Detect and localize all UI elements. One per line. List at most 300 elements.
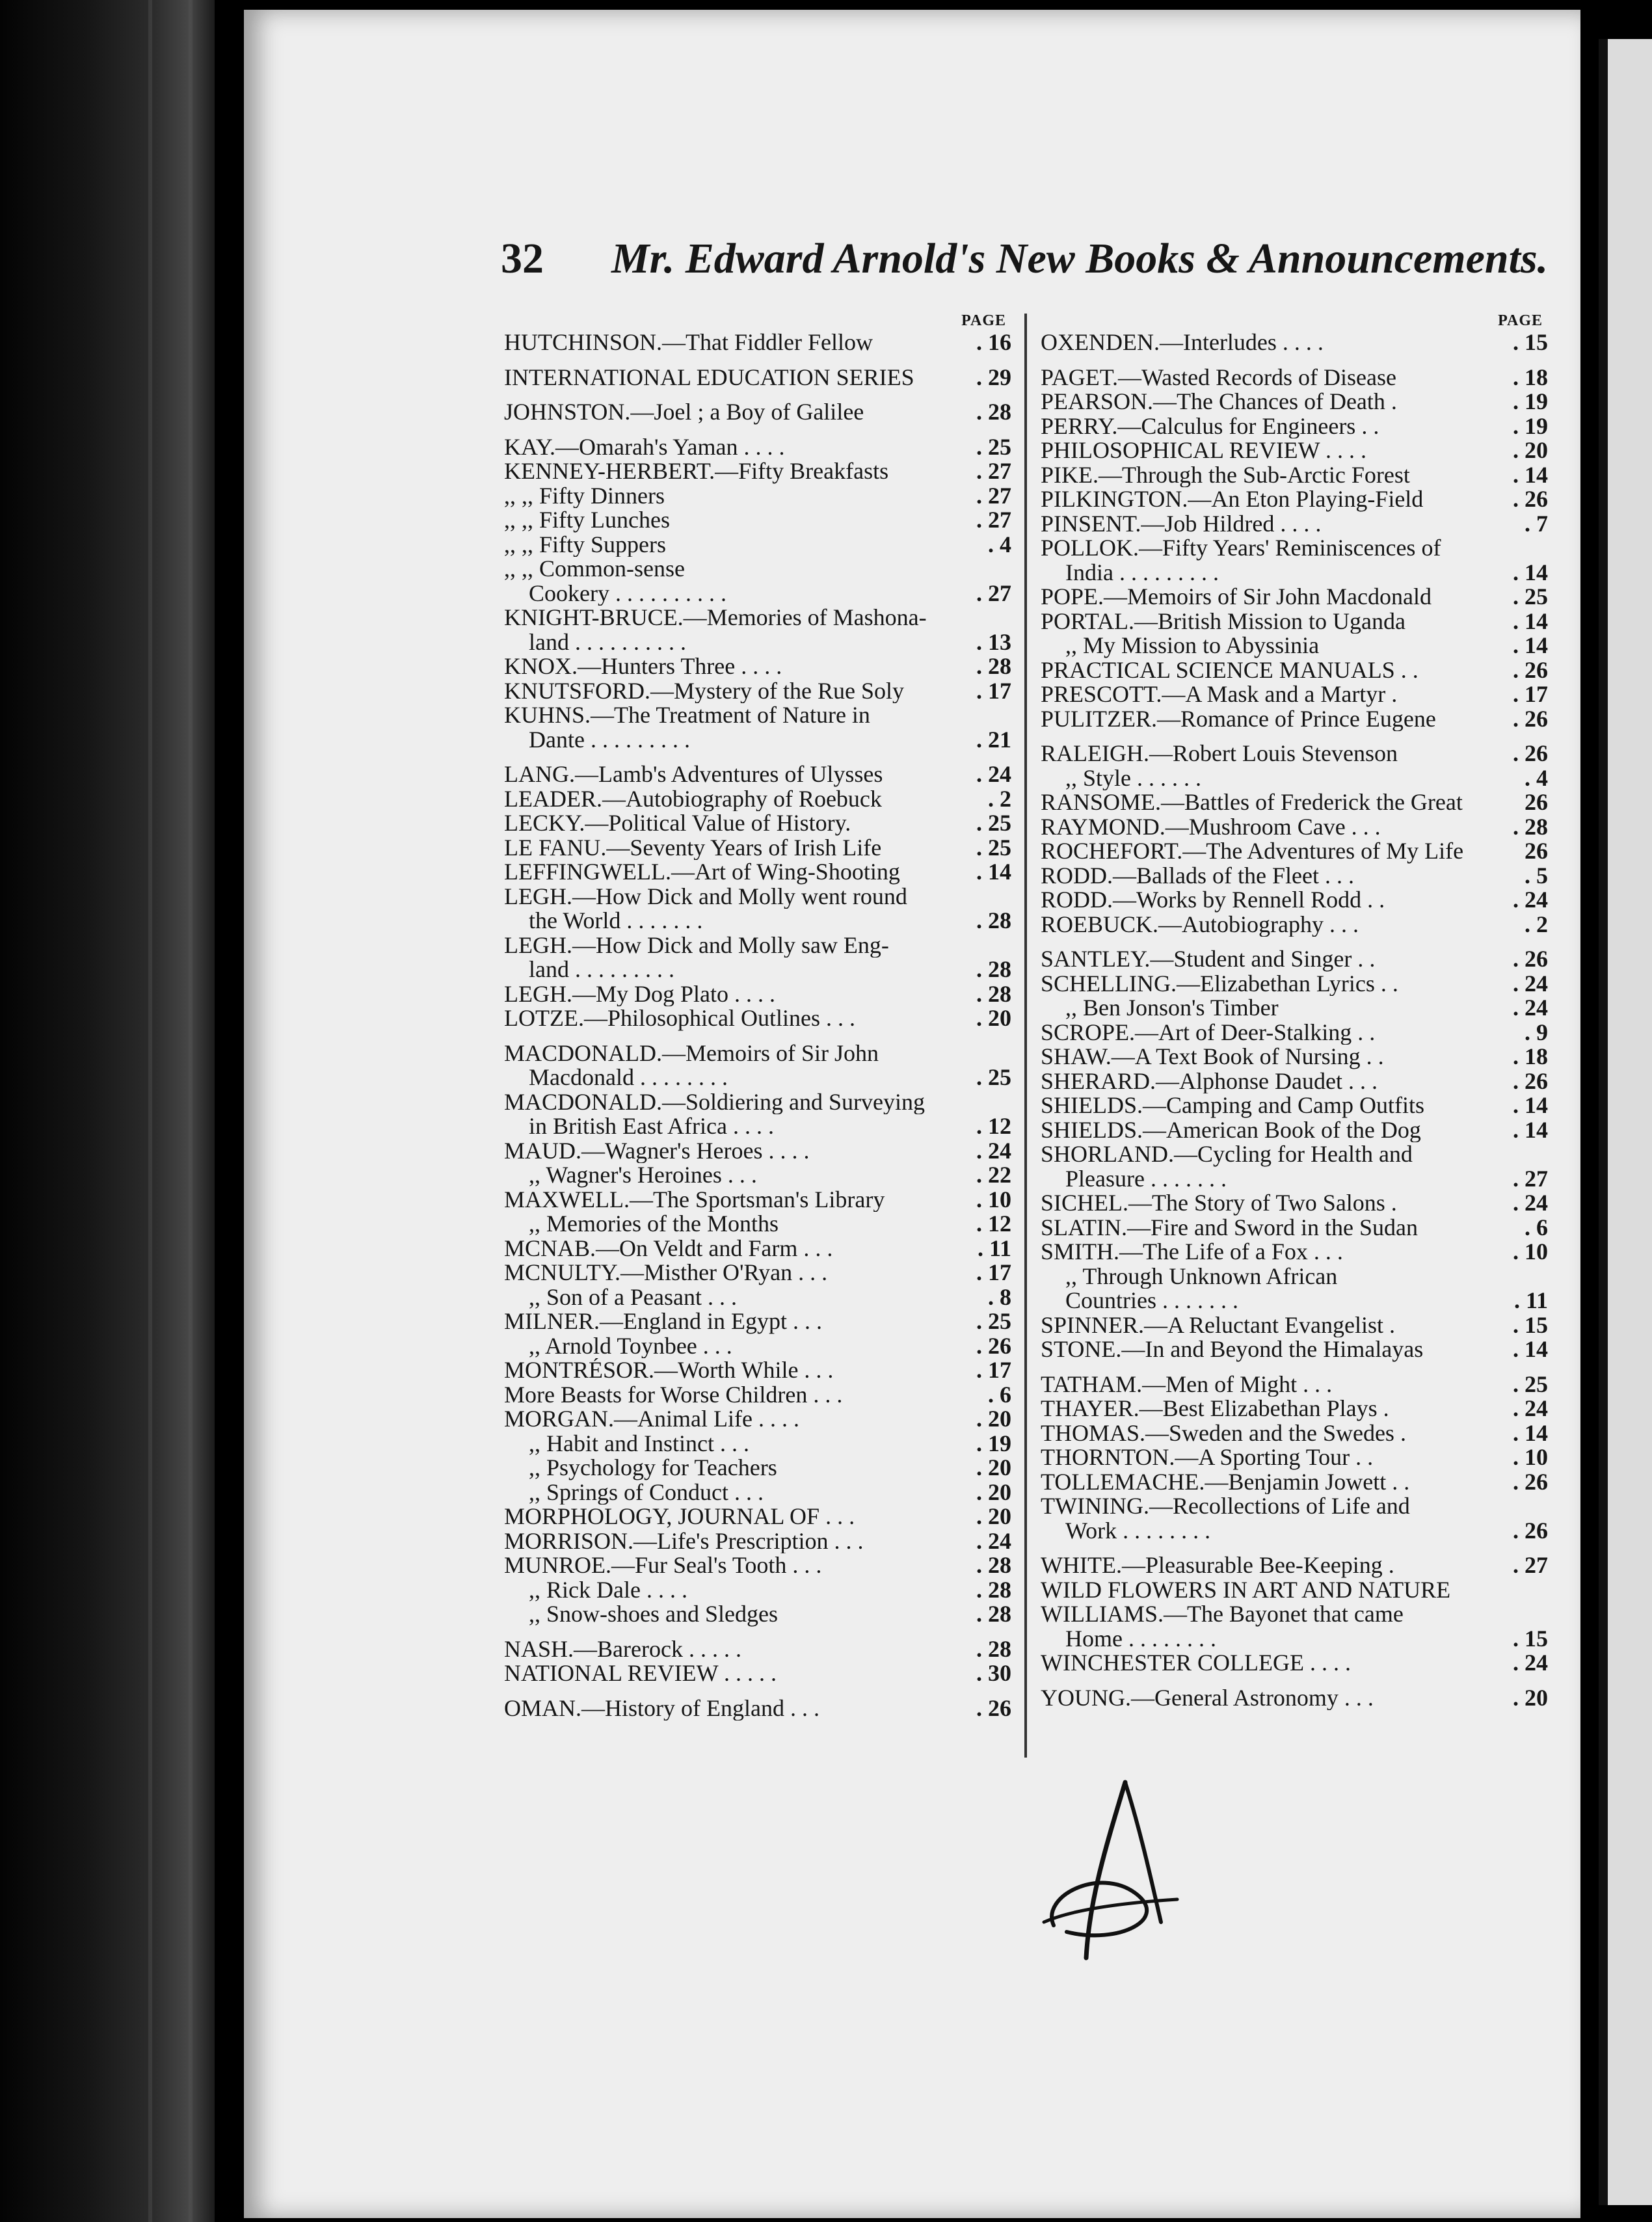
entry-title: ,, Son of a Peasant . . . [529, 1285, 737, 1309]
entry-page-number: . 20 [976, 1503, 1011, 1529]
entry-page-number: . 7 [1525, 510, 1548, 537]
entry-page-number: . 16 [976, 329, 1011, 355]
entry-page-number: . 24 [1513, 1650, 1548, 1676]
index-entry [504, 459, 1011, 484]
index-entry [504, 1505, 1011, 1529]
index-entry [1041, 1118, 1548, 1143]
entry-title: THOMAS.—Sweden and the Swedes . [1041, 1421, 1406, 1445]
index-entry [1041, 1265, 1548, 1289]
index-entry [1041, 790, 1548, 815]
entry-page-number: . 28 [976, 653, 1011, 679]
index-entry [1041, 1021, 1548, 1045]
entry-title: KUHNS.—The Treatment of Nature in [504, 703, 870, 728]
entry-page-number: . 26 [976, 1694, 1011, 1721]
entry-page-number: . 26 [1513, 705, 1548, 732]
entry-page-number: . 26 [1513, 656, 1548, 683]
entry-page-number: . 14 [1513, 1116, 1548, 1143]
entry-title: MORGAN.—Animal Life . . . . [504, 1407, 799, 1432]
entry-page-number: . 18 [1513, 1043, 1548, 1069]
entry-title: RALEIGH.—Robert Louis Stevenson [1041, 742, 1398, 766]
entry-title: LEGH.—My Dog Plato . . . . [504, 982, 775, 1006]
index-entry [504, 1114, 1011, 1139]
index-entry [504, 1090, 1011, 1115]
entry-title: ,, Through Unknown African [1065, 1264, 1338, 1289]
index-entry [504, 508, 1011, 533]
entry-page-number: . 25 [976, 1064, 1011, 1090]
entry-page-number: . 2 [988, 785, 1011, 812]
index-entry [1041, 1216, 1548, 1240]
entry-title: THAYER.—Best Elizabethan Plays . [1041, 1397, 1389, 1421]
entry-title: KNIGHT-BRUCE.—Memories of Mashona- [504, 606, 927, 630]
entry-title: PINSENT.—Job Hildred . . . . [1041, 511, 1322, 536]
index-entry [1041, 1578, 1548, 1603]
entry-page-number: . 4 [1525, 764, 1548, 791]
entry-page-number: . 26 [1513, 1517, 1548, 1544]
entry-title: PEARSON.—The Chances of Death . [1041, 390, 1397, 414]
entry-page-number: . 26 [1513, 1067, 1548, 1094]
entry-title: PULITZER.—Romance of Prince Eugene [1041, 706, 1436, 731]
entry-title: land . . . . . . . . . . [529, 630, 686, 654]
index-entry [504, 400, 1011, 425]
entry-title: HUTCHINSON.—That Fiddler Fellow [504, 330, 873, 355]
entry-title: ,, Wagner's Heroines . . . [529, 1163, 757, 1188]
index-entry [504, 1285, 1011, 1310]
entry-page-number: . 28 [976, 399, 1011, 425]
index-entry [504, 860, 1011, 885]
index-entry [504, 1212, 1011, 1237]
entry-title: SCROPE.—Art of Deer-Stalking . . [1041, 1020, 1376, 1045]
entry-page-number: . 28 [976, 907, 1011, 933]
entry-page-number: . 10 [1513, 1238, 1548, 1265]
entry-title: ,, Snow-shoes and Sledges [529, 1602, 778, 1627]
index-entry [504, 557, 1011, 582]
entry-title: RODD.—Works by Rennell Rodd . . [1041, 888, 1385, 913]
entry-title: SHORLAND.—Cycling for Health and [1041, 1142, 1413, 1167]
index-entry [1041, 913, 1548, 937]
entry-title: MONTRÉSOR.—Worth While . . . [504, 1358, 834, 1383]
entry-title: Dante . . . . . . . . . [529, 727, 690, 752]
entry-title: OXENDEN.—Interludes . . . . [1041, 330, 1324, 355]
index-entry [504, 703, 1011, 728]
entry-page-number: . 24 [1513, 1190, 1548, 1216]
entry-title: ROEBUCK.—Autobiography . . . [1041, 912, 1359, 937]
index-entry [1041, 864, 1548, 889]
entry-title: PORTAL.—British Mission to Uganda [1041, 609, 1406, 634]
entry-page-number: . 10 [976, 1186, 1011, 1212]
index-entry [1041, 561, 1548, 585]
page-number: 32 [501, 235, 544, 282]
entry-page-number: . 24 [976, 1527, 1011, 1554]
entry-title: PHILOSOPHICAL REVIEW . . . . [1041, 438, 1366, 463]
index-entry [504, 762, 1011, 787]
index-entry [504, 1139, 1011, 1164]
entry-page-number: . 28 [976, 956, 1011, 982]
entry-page-number: 26 [1525, 838, 1548, 864]
entry-title: STONE.—In and Beyond the Himalayas [1041, 1337, 1424, 1362]
entry-page-number: . 24 [976, 1137, 1011, 1164]
entry-page-number: . 26 [1513, 486, 1548, 512]
entry-title: MACDONALD.—Soldiering and Surveying [504, 1090, 925, 1114]
entry-page-number: . 27 [976, 458, 1011, 484]
running-title: Mr. Edward Arnold's New Books & Announcements. [611, 235, 1549, 282]
entry-title: PILKINGTON.—An Eton Playing-Field [1041, 487, 1424, 512]
entry-title: TWINING.—Recollections of Life and [1041, 1494, 1410, 1519]
entry-page-number: . 14 [1513, 1336, 1548, 1362]
entry-title: land . . . . . . . . . [529, 957, 674, 982]
entry-page-number: . 14 [1513, 632, 1548, 658]
index-entry [1041, 1445, 1548, 1470]
entry-page-number: . 20 [1513, 1684, 1548, 1711]
entry-page-number: . 14 [1513, 1419, 1548, 1446]
entry-title: ,, ,, Fifty Dinners [504, 483, 665, 508]
index-entry [504, 1578, 1011, 1603]
entry-page-number: . 14 [976, 859, 1011, 885]
entry-title: LE FANU.—Seventy Years of Irish Life [504, 835, 882, 860]
index-entry [1041, 1240, 1548, 1265]
entry-title: LECKY.—Political Value of History. [504, 811, 851, 836]
index-entry [1041, 1470, 1548, 1495]
index-entry [504, 1696, 1011, 1721]
index-entry [1041, 972, 1548, 997]
entry-title: India . . . . . . . . . [1065, 560, 1219, 585]
index-entry [504, 1553, 1011, 1578]
index-entry [504, 728, 1011, 753]
index-entry [504, 1529, 1011, 1554]
index-entry [1041, 1553, 1548, 1578]
entry-page-number: . 28 [976, 1635, 1011, 1662]
entry-page-number: . 27 [976, 580, 1011, 606]
entry-title: THORNTON.—A Sporting Tour . . [1041, 1445, 1374, 1470]
entry-page-number: . 26 [1513, 1468, 1548, 1495]
index-entry [504, 1432, 1011, 1456]
index-entry [1041, 512, 1548, 537]
column-divider [1024, 314, 1027, 1758]
index-entry [1041, 414, 1548, 439]
entry-title: YOUNG.—General Astronomy . . . [1041, 1685, 1374, 1710]
index-entry [504, 1637, 1011, 1662]
entry-title: RANSOME.—Battles of Frederick the Great [1041, 790, 1463, 815]
entry-title: Pleasure . . . . . . . [1065, 1166, 1227, 1191]
entry-page-number: . 15 [1513, 329, 1548, 355]
page-column-heading: PAGE [1498, 312, 1543, 329]
index-column-left [504, 312, 1011, 1720]
entry-title: ,, Style . . . . . . [1065, 766, 1202, 790]
entry-title: PAGET.—Wasted Records of Disease [1041, 365, 1396, 390]
entry-title: ,, Arnold Toynbee . . . [529, 1333, 732, 1358]
index-entry [504, 1661, 1011, 1686]
entry-title: MILNER.—England in Egypt . . . [504, 1309, 822, 1334]
index-entry [504, 1065, 1011, 1090]
index-entry [1041, 1167, 1548, 1192]
entry-page-number: . 25 [1513, 1371, 1548, 1397]
index-entry [1041, 463, 1548, 488]
entry-title: MAXWELL.—The Sportsman's Library [504, 1187, 885, 1212]
entry-title: SCHELLING.—Elizabethan Lyrics . . [1041, 971, 1398, 996]
entry-page-number: . 4 [988, 531, 1011, 557]
entry-page-number: . 25 [976, 834, 1011, 861]
index-entry [1041, 366, 1548, 390]
spine-edge [148, 0, 152, 2222]
index-entry [504, 435, 1011, 460]
index-entry [1041, 1045, 1548, 1069]
index-entry [504, 1480, 1011, 1505]
entry-title: Countries . . . . . . . [1065, 1289, 1238, 1313]
index-entries [504, 330, 1011, 1720]
entry-title: POLLOK.—Fifty Years' Reminiscences of [1041, 536, 1441, 561]
entry-page-number: . 24 [1513, 887, 1548, 913]
entry-title: RODD.—Ballads of the Fleet . . . [1041, 863, 1354, 888]
entry-title: ,, ,, Fifty Lunches [504, 508, 670, 533]
entry-page-number: . 24 [1513, 1395, 1548, 1421]
index-entry [504, 933, 1011, 958]
entry-page-number: . 20 [1513, 437, 1548, 463]
index-entry [1041, 609, 1548, 634]
adjacent-page-edge [1599, 39, 1652, 2205]
entry-page-number: . 6 [1525, 1214, 1548, 1240]
entry-title: Work . . . . . . . . [1065, 1518, 1211, 1543]
index-entry [504, 606, 1011, 630]
entry-page-number: . 21 [976, 726, 1011, 753]
entry-page-number: . 30 [976, 1660, 1011, 1686]
entry-title: More Beasts for Worse Children . . . [504, 1382, 843, 1407]
index-entry [504, 330, 1011, 355]
index-entry [1041, 947, 1548, 972]
index-entry [1041, 1651, 1548, 1676]
page-header [501, 234, 1549, 293]
book-spine [0, 0, 215, 2222]
entry-page-number: . 15 [1513, 1311, 1548, 1338]
spine-edge [189, 0, 193, 2222]
entry-title: JOHNSTON.—Joel ; a Boy of Galilee [504, 400, 864, 425]
index-entry [504, 1407, 1011, 1432]
entry-title: SHIELDS.—Camping and Camp Outfits [1041, 1093, 1424, 1118]
entry-page-number: . 24 [1513, 995, 1548, 1021]
entry-title: Macdonald . . . . . . . . [529, 1065, 728, 1090]
entry-title: MUNROE.—Fur Seal's Tooth . . . [504, 1553, 822, 1578]
entry-page-number: . 19 [1513, 412, 1548, 439]
index-entry [504, 836, 1011, 861]
entry-title: POPE.—Memoirs of Sir John Macdonald [1041, 585, 1432, 609]
index-entry [504, 1602, 1011, 1627]
index-entry [1041, 742, 1548, 766]
entry-title: WINCHESTER COLLEGE . . . . [1041, 1651, 1351, 1676]
index-entry [504, 1456, 1011, 1480]
entry-title: SICHEL.—The Story of Two Salons . [1041, 1191, 1397, 1216]
entry-title: in British East Africa . . . . [529, 1114, 774, 1139]
entry-title: KNUTSFORD.—Mystery of the Rue Soly [504, 678, 905, 703]
index-entry [504, 982, 1011, 1007]
entry-page-number: . 26 [976, 1332, 1011, 1359]
entry-page-number: . 25 [976, 433, 1011, 460]
entry-page-number: . 25 [1513, 583, 1548, 609]
entry-title: KAY.—Omarah's Yaman . . . . [504, 435, 785, 459]
entry-page-number: . 22 [976, 1162, 1011, 1188]
index-entry [1041, 1397, 1548, 1421]
entry-title: SHERARD.—Alphonse Daudet . . . [1041, 1069, 1378, 1093]
index-column-right [1041, 312, 1548, 1710]
entry-title: SLATIN.—Fire and Sword in the Sudan [1041, 1215, 1418, 1240]
entry-page-number: . 24 [1513, 970, 1548, 997]
index-entry [504, 1309, 1011, 1334]
entry-title: MCNAB.—On Veldt and Farm . . . [504, 1236, 833, 1261]
entry-page-number: . 20 [976, 1005, 1011, 1031]
entry-page-number: . 24 [976, 761, 1011, 787]
index-entry [1041, 1421, 1548, 1446]
entry-page-number: . 17 [976, 1259, 1011, 1285]
index-entry [1041, 1069, 1548, 1094]
entry-title: ROCHEFORT.—The Adventures of My Life [1041, 839, 1464, 864]
entry-title: MORRISON.—Life's Prescription . . . [504, 1529, 864, 1553]
entry-page-number: . 11 [1513, 1287, 1548, 1313]
entry-title: TOLLEMACHE.—Benjamin Jowett . . [1041, 1469, 1410, 1494]
entry-title: Cookery . . . . . . . . . . [529, 581, 726, 606]
entry-title: WILD FLOWERS IN ART AND NATURE [1041, 1577, 1451, 1602]
entry-page-number: . 28 [976, 980, 1011, 1007]
index-entry [504, 811, 1011, 836]
entry-page-number: . 26 [1513, 946, 1548, 972]
entry-title: ,, ,, Common-sense [504, 557, 685, 582]
entry-title: PERRY.—Calculus for Engineers . . [1041, 414, 1379, 438]
index-entry [504, 909, 1011, 933]
entry-page-number: . 28 [976, 1601, 1011, 1627]
entry-page-number: . 25 [976, 810, 1011, 836]
index-entry [1041, 634, 1548, 658]
index-entry [1041, 1686, 1548, 1711]
index-entry [504, 1041, 1011, 1066]
entry-page-number: . 28 [976, 1552, 1011, 1578]
index-entry [504, 1334, 1011, 1359]
index-entry [504, 1383, 1011, 1408]
entry-title: ,, ,, Fifty Suppers [504, 532, 667, 557]
index-entry [1041, 658, 1548, 683]
entry-page-number: . 11 [977, 1235, 1011, 1261]
entry-page-number: . 5 [1525, 862, 1548, 889]
index-entry [504, 1006, 1011, 1031]
index-entry [1041, 1093, 1548, 1118]
index-entry [1041, 888, 1548, 913]
entry-page-number: . 27 [1513, 1165, 1548, 1192]
entry-page-number: . 10 [1513, 1444, 1548, 1470]
entry-page-number: . 6 [988, 1381, 1011, 1408]
index-entry [1041, 1337, 1548, 1362]
index-entry [504, 1358, 1011, 1383]
handwritten-signature [1028, 1769, 1197, 1964]
index-entry [1041, 390, 1548, 414]
entry-title: PRESCOTT.—A Mask and a Martyr . [1041, 682, 1398, 707]
entry-page-number: . 20 [976, 1454, 1011, 1480]
index-entry [1041, 1289, 1548, 1313]
index-entry [504, 582, 1011, 606]
index-entry [1041, 1142, 1548, 1167]
index-entry [1041, 1602, 1548, 1627]
index-entry [1041, 707, 1548, 732]
entry-page-number: . 26 [1513, 740, 1548, 766]
entry-title: Home . . . . . . . . [1065, 1626, 1216, 1651]
index-entry [504, 679, 1011, 704]
entry-page-number: . 12 [976, 1113, 1011, 1139]
entry-title: LANG.—Lamb's Adventures of Ulysses [504, 762, 883, 787]
entry-title: ,, Ben Jonson's Timber [1065, 996, 1279, 1021]
entry-page-number: . 19 [976, 1430, 1011, 1456]
entry-title: ,, My Mission to Abyssinia [1065, 634, 1320, 658]
entry-page-number: . 17 [976, 677, 1011, 704]
index-entry [504, 1261, 1011, 1285]
entry-title: SMITH.—The Life of a Fox . . . [1041, 1240, 1343, 1265]
index-entry [1041, 682, 1548, 707]
index-entry [1041, 766, 1548, 791]
entry-title: LEFFINGWELL.—Art of Wing-Shooting [504, 860, 900, 885]
index-entry [1041, 438, 1548, 463]
entry-page-number: . 17 [1513, 681, 1548, 707]
entry-page-number: . 17 [976, 1357, 1011, 1383]
entry-page-number: . 14 [1513, 461, 1548, 488]
entry-title: MACDONALD.—Memoirs of Sir John [504, 1041, 879, 1065]
entry-title: MAUD.—Wagner's Heroes . . . . [504, 1138, 810, 1163]
entry-title: NASH.—Barerock . . . . . [504, 1637, 741, 1661]
entry-page-number: . 28 [976, 1576, 1011, 1603]
entry-page-number: . 20 [976, 1479, 1011, 1505]
entry-title: RAYMOND.—Mushroom Cave . . . [1041, 814, 1381, 839]
entry-page-number: . 18 [1513, 364, 1548, 390]
index-entry [1041, 487, 1548, 512]
index-entry [504, 957, 1011, 982]
entry-title: INTERNATIONAL EDUCATION SERIES [504, 365, 914, 390]
entry-page-number: . 8 [988, 1283, 1011, 1310]
entry-title: the World . . . . . . . [529, 909, 703, 933]
index-entry [1041, 585, 1548, 609]
entry-page-number: . 9 [1525, 1019, 1548, 1045]
entry-page-number: . 14 [1513, 608, 1548, 634]
entry-title: WILLIAMS.—The Bayonet that came [1041, 1602, 1404, 1627]
entry-title: LEGH.—How Dick and Molly went round [504, 884, 907, 909]
entry-page-number: . 2 [1525, 911, 1548, 937]
entry-page-number: . 20 [976, 1406, 1011, 1432]
index-entries [1041, 330, 1548, 1710]
entry-page-number: . 27 [1513, 1552, 1548, 1578]
entry-page-number: . 14 [1513, 1092, 1548, 1118]
entry-title: WHITE.—Pleasurable Bee-Keeping . [1041, 1553, 1394, 1578]
index-entry [1041, 330, 1548, 355]
entry-title: ,, Habit and Instinct . . . [529, 1431, 749, 1456]
entry-title: ,, Psychology for Teachers [529, 1456, 777, 1480]
entry-title: PRACTICAL SCIENCE MANUALS . . [1041, 658, 1419, 682]
index-entry [504, 1188, 1011, 1212]
index-entry [504, 654, 1011, 679]
index-entry [1041, 839, 1548, 864]
entry-title: ,, Rick Dale . . . . [529, 1577, 687, 1602]
index-entry [504, 630, 1011, 655]
entry-page-number: . 27 [976, 507, 1011, 533]
index-entry [504, 885, 1011, 909]
index-entry [1041, 536, 1548, 561]
index-entry [1041, 1313, 1548, 1338]
entry-title: PIKE.—Through the Sub-Arctic Forest [1041, 462, 1410, 487]
entry-page-number: . 12 [976, 1211, 1011, 1237]
entry-title: MCNULTY.—Misther O'Ryan . . . [504, 1261, 828, 1285]
index-entry [504, 366, 1011, 390]
entry-title: LOTZE.—Philosophical Outlines . . . [504, 1006, 855, 1031]
entry-page-number: . 15 [1513, 1625, 1548, 1652]
index-entry [504, 1237, 1011, 1261]
index-entry [1041, 1519, 1548, 1544]
entry-title: MORPHOLOGY, JOURNAL OF . . . [504, 1505, 855, 1529]
entry-page-number: . 29 [976, 364, 1011, 390]
entry-title: ,, Springs of Conduct . . . [529, 1480, 764, 1505]
index-entry [504, 484, 1011, 509]
entry-title: TATHAM.—Men of Might . . . [1041, 1372, 1333, 1397]
entry-title: SPINNER.—A Reluctant Evangelist . [1041, 1313, 1395, 1337]
index-entry [1041, 815, 1548, 840]
